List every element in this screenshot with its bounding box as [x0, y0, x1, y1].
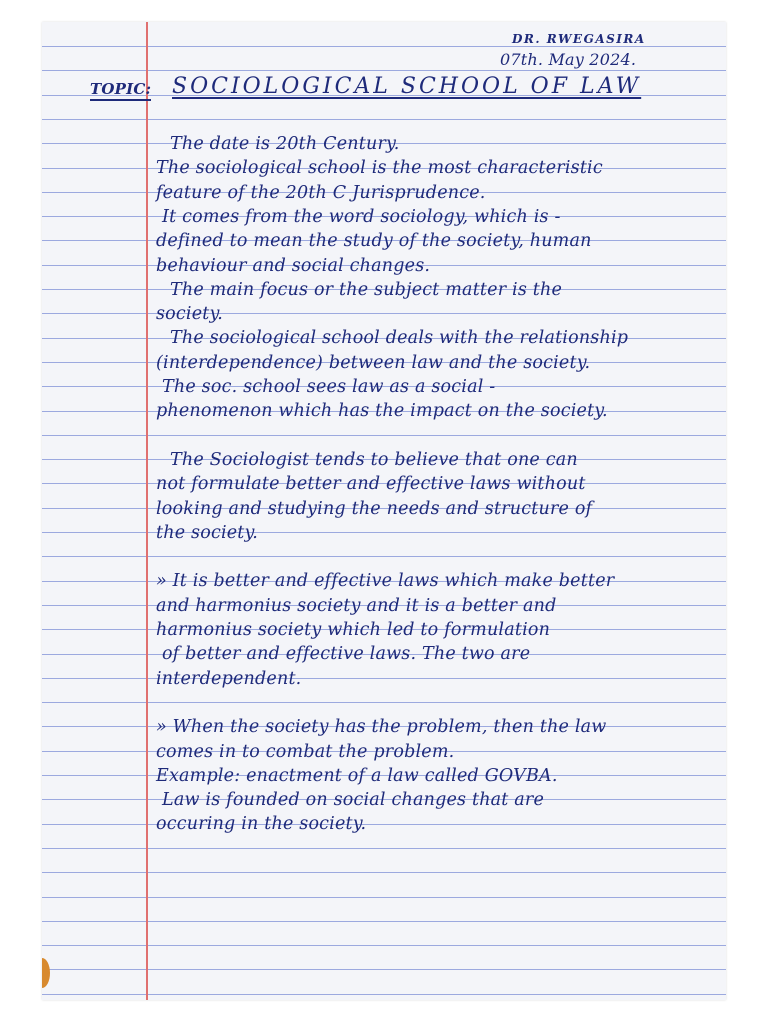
note-line: society.	[156, 304, 224, 325]
note-line: The soc. school sees law as a social -	[162, 377, 496, 397]
note-line: The main focus or the subject matter is the	[170, 279, 563, 300]
notebook-page	[42, 22, 726, 1000]
ruled-line	[42, 313, 726, 314]
note-line: interdependent.	[156, 668, 302, 689]
note-line: harmonius society which led to formulation	[156, 620, 551, 640]
ruled-line	[42, 824, 726, 825]
ruled-line	[42, 921, 726, 922]
note-line: feature of the 20th C Jurisprudence.	[156, 182, 486, 203]
margin-line	[146, 22, 148, 1000]
note-line: It comes from the word sociology, which is -	[162, 206, 561, 227]
note-line: and harmonius society and it is a better and	[156, 595, 557, 616]
ruled-line	[42, 945, 726, 946]
ruled-line	[42, 70, 726, 71]
topic-label: TOPIC:	[90, 80, 151, 101]
note-line: The Sociologist tends to believe that one can	[170, 449, 578, 470]
ruled-line	[42, 897, 726, 898]
note-line: phenomenon which has the impact on the society.	[156, 401, 608, 422]
note-line: of better and effective laws. The two are	[162, 644, 531, 665]
note-date: 07th. May 2024.	[500, 50, 637, 69]
author-name: DR. RWEGASIRA	[512, 32, 646, 46]
ruled-line	[42, 435, 726, 436]
note-line: » When the society has the problem, then the law	[156, 717, 607, 738]
ruled-line	[42, 46, 726, 47]
note-line: behaviour and social changes.	[156, 255, 431, 276]
ruled-line	[42, 678, 726, 679]
note-line: not formulate better and effective laws without	[156, 474, 586, 495]
ruled-line	[42, 532, 726, 533]
note-line: » It is better and effective laws which make better	[156, 571, 615, 592]
note-line: The sociological school is the most characteristic	[156, 158, 603, 179]
note-line: (interdependence) between law and the society.	[156, 352, 591, 373]
ruled-line	[42, 994, 726, 995]
ruled-line	[42, 848, 726, 849]
ruled-line	[42, 969, 726, 970]
ruled-line	[42, 702, 726, 703]
note-line: defined to mean the study of the society, human	[156, 231, 592, 252]
note-line: the society.	[156, 522, 259, 543]
ruled-line	[42, 556, 726, 557]
binding-hole	[42, 958, 50, 988]
note-line: The sociological school deals with the relationship	[170, 328, 629, 349]
note-line: Example: enactment of a law called GOVBA.	[156, 765, 558, 786]
ruled-line	[42, 872, 726, 873]
note-line: occuring in the society.	[156, 814, 367, 835]
note-line: comes in to combat the problem.	[156, 741, 455, 762]
note-line: The date is 20th Century.	[170, 134, 400, 154]
ruled-line	[42, 119, 726, 120]
note-line: Law is founded on social changes that are	[162, 790, 545, 811]
topic-title: SOCIOLOGICAL SCHOOL OF LAW	[172, 74, 642, 99]
note-line: looking and studying the needs and structure of	[156, 498, 593, 519]
